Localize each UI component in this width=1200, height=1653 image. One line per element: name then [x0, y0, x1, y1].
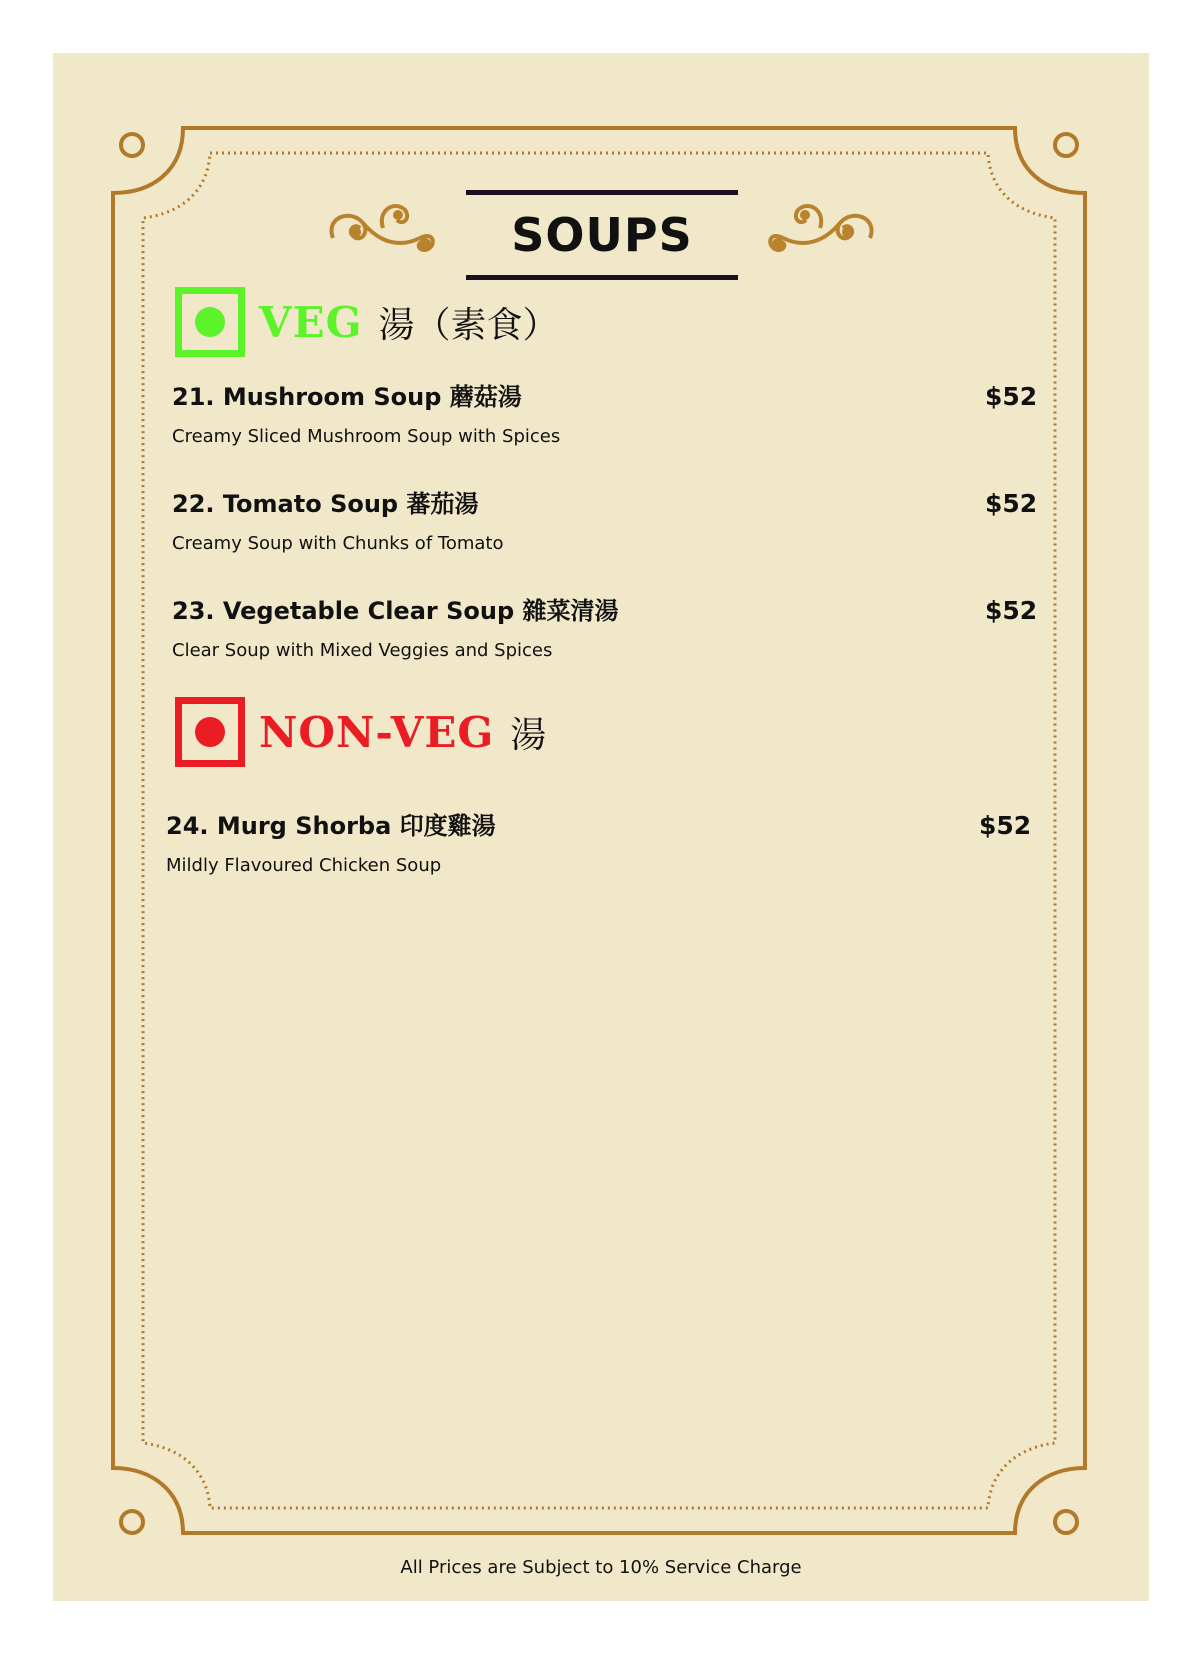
item-price: $52 — [979, 811, 1032, 840]
veg-label-chinese: 湯（素食） — [378, 304, 559, 346]
item-name: 23. Vegetable Clear Soup 雜菜清湯 — [172, 597, 619, 625]
nonveg-label: NON-VEG — [259, 707, 495, 757]
corner-circle-top-right — [1055, 134, 1077, 156]
item-name: 22. Tomato Soup 蕃茄湯 — [172, 490, 479, 518]
flourish-right-icon — [758, 198, 878, 260]
veg-label: VEG — [259, 297, 363, 347]
page-title: SOUPS — [466, 190, 738, 280]
nonveg-section-header — [175, 697, 546, 767]
nonveg-symbol-icon — [175, 697, 245, 767]
flourish-left-icon — [325, 198, 445, 260]
menu-item — [172, 591, 618, 661]
item-description: Creamy Sliced Mushroom Soup with Spices — [172, 426, 561, 447]
corner-circle-bottom-right — [1055, 1511, 1077, 1533]
corner-circle-top-left — [121, 134, 143, 156]
item-name: 21. Mushroom Soup 蘑菇湯 — [172, 383, 522, 411]
veg-section-header — [175, 287, 558, 357]
nonveg-label-chinese: 湯 — [510, 714, 547, 756]
menu-item — [166, 806, 496, 876]
item-description: Mildly Flavoured Chicken Soup — [166, 855, 442, 876]
service-charge-note: All Prices are Subject to 10% Service Charge — [400, 1557, 802, 1578]
corner-circle-bottom-left — [121, 1511, 143, 1533]
item-price: $52 — [985, 596, 1038, 625]
item-price: $52 — [985, 382, 1038, 411]
item-description: Clear Soup with Mixed Veggies and Spices — [172, 640, 553, 661]
item-description: Creamy Soup with Chunks of Tomato — [172, 533, 504, 554]
item-name: 24. Murg Shorba 印度雞湯 — [166, 812, 496, 840]
veg-symbol-icon — [175, 287, 245, 357]
menu-item — [172, 484, 503, 554]
menu-item — [172, 377, 560, 447]
item-price: $52 — [985, 489, 1038, 518]
